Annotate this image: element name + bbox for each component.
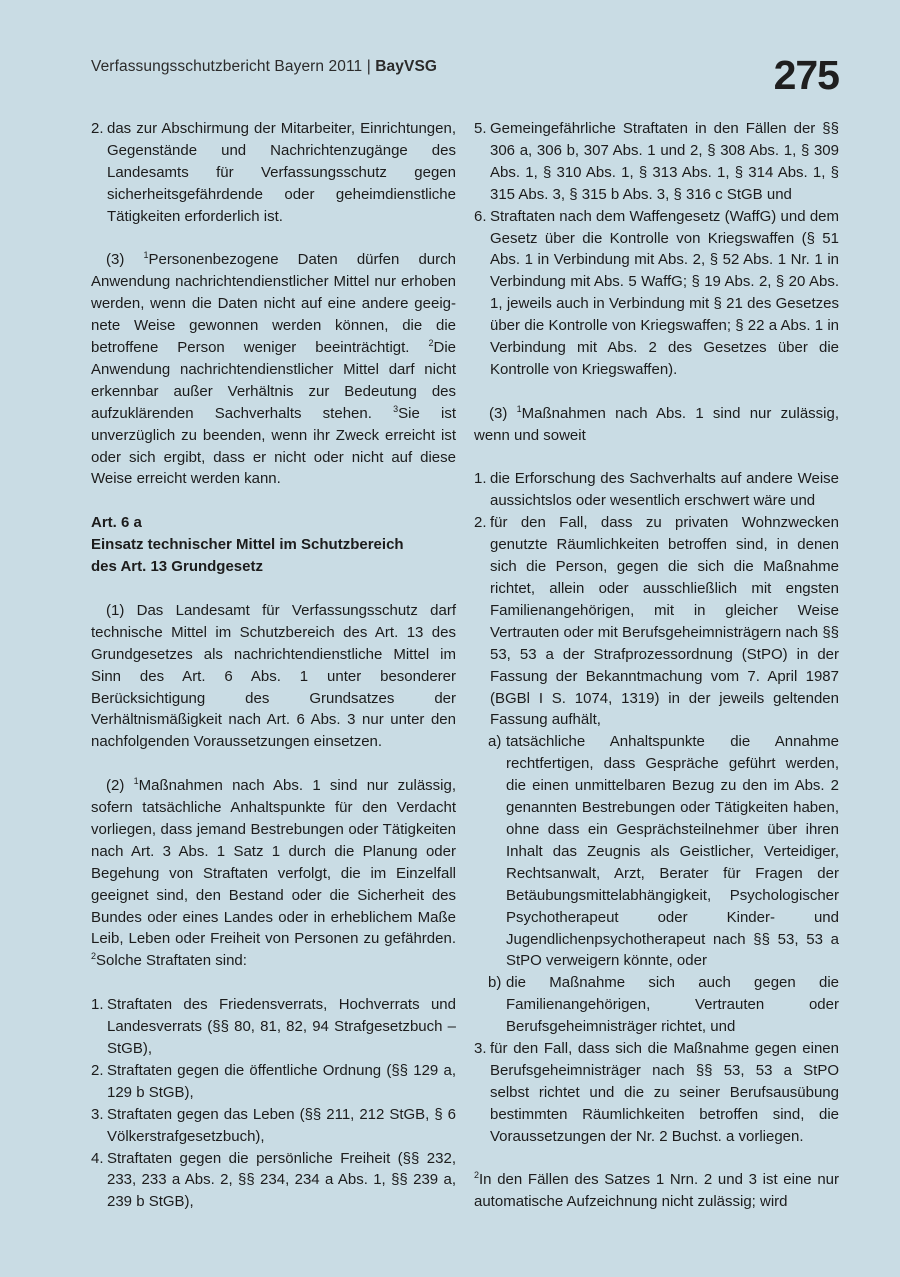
running-title-bold: BayVSG	[375, 58, 438, 75]
condition-subitem: a) tatsächliche Anhaltspunkte die Annahme rechtfertigen, dass Gespräche geführt werden, die einen unmittelbaren Bezug zu den im Abs. 2 genannten Bestrebungen oder Tätigkeiten haben, ohne dass ein Gesprächsteilnehmer über ihren Inhalt das Zeugnis als Geistlicher, Verteidiger, Rechtsanwalt, Arzt, Berater für Fragen der Betäubungsmittelabhängigkeit, Psychologischer Psychotherapeut oder Kinder- und Jugendlichenpsychotherapeut nach §§ 53, 53 a StPO verweigern könnte, oder	[488, 733, 839, 970]
condition-item: 1. die Erforschung des Sachverhalts auf andere Weise aussichtslos oder wesentlich erschwert wäre und	[474, 470, 839, 510]
paragraph-3: (3) $^1$Personenbezogene Daten dürfen durch Anwendung nachrichtendienstlicher Mittel nur erhoben werden, wenn die Daten nicht auf eine andere geeig-nete Weise gewonnen werden können, die die betroffene Person weniger beeinträchtigt. $^2$Die Anwendung nachrichtendienstlicher Mittel darf nicht erkennbar außer Verhältnis zur Bedeutung des aufzuklärenden Sachverhalts stehen. $^3$Sie ist unverzüglich zu beenden, wenn ihr Zweck erreicht ist oder sich ergibt, dass er nicht oder nicht auf diese Weise erreicht werden kann.	[91, 250, 456, 488]
paragraph-1: (1) Das Landesamt für Verfassungsschutz darf technische Mittel im Schutzbereich des Art. 13 des Grundgesetzes als nachrichtendienstliche Mittel im Sinn des Art. 6 Abs. 1 unter besonderer Berücksichtigung des Grundsatzes der Verhältnismäßigkeit nach Art. 6 Abs. 3 nur unter den nachfolgenden Voraussetzungen einsetzen.	[91, 601, 456, 751]
closing-paragraph: $^2$In den Fällen des Satzes 1 Nrn. 2 und 3 ist eine nur automatische Aufzeichnung nicht zulässig; wird	[474, 1170, 839, 1211]
article-heading	[91, 512, 456, 578]
left-column	[91, 118, 456, 1213]
running-title: Verfassungsschutzbericht Bayern 2011	[91, 58, 363, 75]
list-item: 6. Straftaten nach dem Waffengesetz (WaffG) und dem Gesetz über die Kontrolle von Kriegswaffen (§ 51 Abs. 1 in Verbindung mit Abs. 2, § 52 Abs. 1 Nr. 1 in Verbindung mit Abs. 5 WaffG; § 19 Abs. 2, § 20 Abs. 1, jeweils auch in Verbindung mit § 21 des Gesetzes über die Kontrolle von Kriegswaffen; § 22 a Abs. 1 in Verbindung mit Abs. 2 des Gesetzes über die Kontrolle von Kriegswaffen).	[474, 207, 839, 378]
list-item: 2. Straftaten gegen die öffentliche Ordnung (§§ 129 a, 129 b StGB),	[91, 1061, 456, 1101]
condition-item: 3. für den Fall, dass sich die Maßnahme gegen einen Berufsgeheimnisträger nach §§ 53, 53 a StPO selbst richtet und die zu seiner Berufsausübung bestimmten Räumlichkeiten betroffen sind, die Voraussetzungen der Nr. 2 Buchst. a vorliegen.	[474, 1040, 839, 1145]
list-item: 4. Straftaten gegen die persönliche Freiheit (§§ 232, 233, 233 a Abs. 2, §§ 234, 234 a Abs. 1, §§ 239 a, 239 b StGB),	[91, 1149, 456, 1211]
right-column	[474, 118, 839, 1213]
article-number: Art. 6 a	[91, 514, 142, 532]
list-item: 1. Straftaten des Friedensverrats, Hochverrats und Landesverrats (§§ 80, 81, 82, 94 Strafgesetzbuch – StGB),	[91, 996, 456, 1057]
page-number: 275	[773, 52, 839, 98]
list-item: 5. Gemeingefährliche Straftaten in den Fällen der §§ 306 a, 306 b, 307 Abs. 1 und 2, § 308 Abs. 1, § 309 Abs. 1, § 310 Abs. 1, § 313 Abs. 1, § 314 Abs. 1, § 315 Abs. 3, § 315 b Abs. 3, § 316 c StGB und	[474, 120, 839, 203]
list-number: 2.	[91, 120, 104, 137]
article-title-line-1: Einsatz technischer Mittel im Schutzbereich	[91, 536, 404, 554]
list-item: 3. Straftaten gegen das Leben (§§ 211, 212 StGB, § 6 Völkerstrafgesetzbuch),	[91, 1105, 456, 1145]
list-text: das zur Abschirmung der Mitarbeiter, Einrichtungen, Gegenstände und Nachrichtenzugänge des Landesamts für Verfassungsschutz gegen sicherheitsgefährdende oder geheimdienstliche Tätigkeiten erforderlich ist.	[107, 120, 456, 225]
header-separator: |	[366, 58, 371, 75]
condition-subitem: b) die Maßnahme sich auch gegen die Familienangehörigen, Vertrauten oder Berufsgeheimnisträger richtet, und	[488, 974, 839, 1036]
article-title-line-2: des Art. 13 Grundgesetz	[91, 558, 263, 576]
condition-item: 2. für den Fall, dass zu privaten Wohnzwecken genutzte Räumlichkeiten betroffen sind, in denen sich die Person, gegen die sich die Maßnahme richtet, allein oder ausschließlich mit engsten Familienangehörigen, mit in gleicher Weise Vertrauten oder mit Berufsgeheimnisträgern nach §§ 53, 53 a der Strafprozessordnung (StPO) in der Fassung der Bekanntmachung vom 7. April 1987 (BGBl I S. 1074, 1319) in der jeweils geltenden Fassung aufhält,	[474, 514, 839, 729]
paragraph-3-right: (3) $^1$Maßnahmen nach Abs. 1 sind nur zulässig, wenn und soweit	[474, 403, 839, 444]
list-item	[91, 118, 456, 228]
paragraph-2: (2) $^1$Maßnahmen nach Abs. 1 sind nur zulässig, sofern tatsächliche Anhaltspunkte für den Verdacht vorliegen, dass jemand Bestrebungen oder Tätigkeiten nach Art. 3 Abs. 1 Satz 1 durch die Planung oder Begehung von Straftaten verfolgt, die im Einzelfall geeignet sind, den Bestand oder die Sicherheit des Bundes oder eines Landes oder in erheblichem Maße Leib, Leben oder Freiheit von Personen zu gefährden. $^2$Solche Straftaten sind:	[91, 776, 456, 970]
running-header	[91, 58, 437, 76]
